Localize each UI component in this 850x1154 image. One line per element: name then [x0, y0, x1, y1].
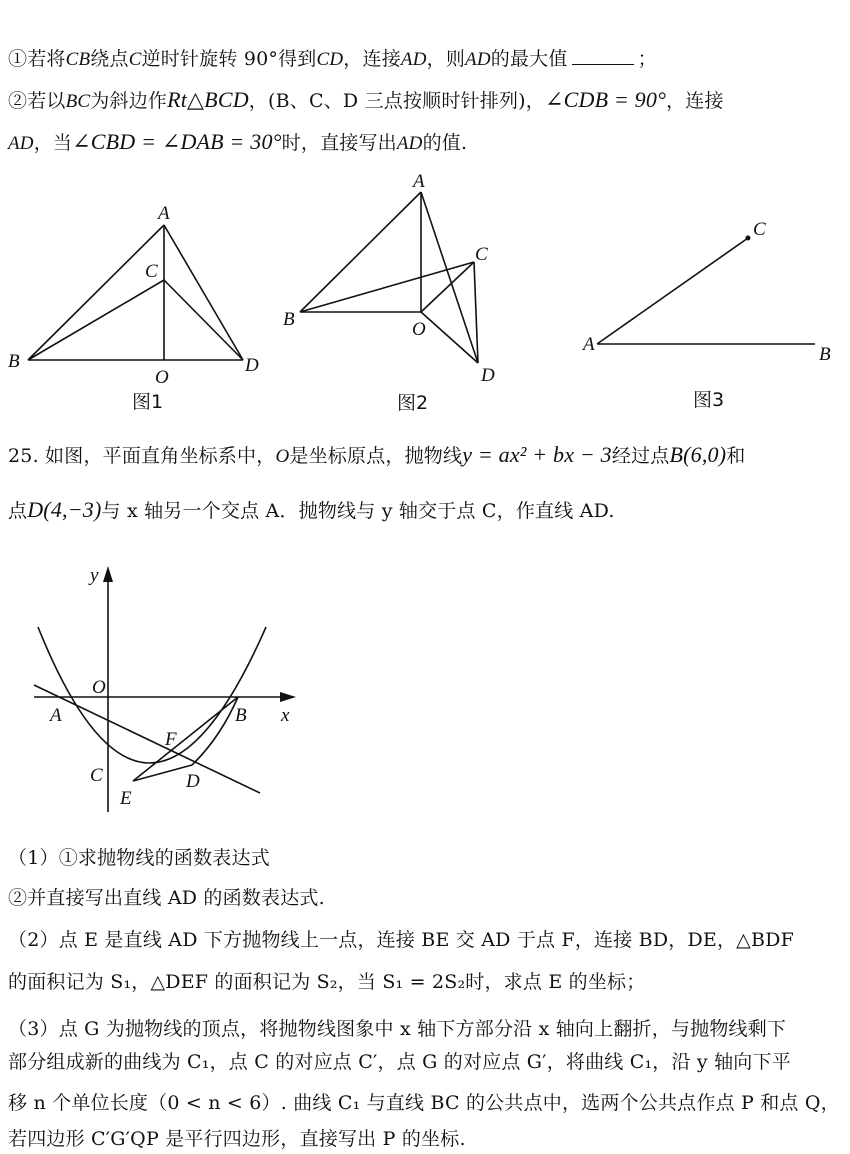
q25-line-1: 25. 如图，平面直角坐标系中，O是坐标原点，抛物线y = ax² + bx − 3经过点B(6,0)和	[8, 442, 746, 467]
fig3-label-a: A	[583, 334, 595, 355]
graph-label-c: C	[90, 765, 103, 786]
fig2-label-d: D	[481, 365, 495, 386]
answer-blank	[572, 50, 634, 65]
q24-line-2: ②若以BC为斜边作Rt△BCD，(B、C、D 三点按顺时针排列)，∠CDB = 90°，连接	[8, 87, 724, 112]
q25-part-3d: 若四边形 C′G′QP 是平行四边形，直接写出 P 的坐标.	[8, 1128, 466, 1150]
q25-part-2b: 的面积记为 S₁，△DEF 的面积记为 S₂，当 S₁ = 2S₂时，求点 E 的坐标；	[8, 971, 646, 993]
graph-label-f: F	[165, 729, 177, 750]
fig3-label-c: C	[753, 219, 766, 240]
parabola-graph	[20, 560, 310, 820]
fig1-label-o: O	[155, 367, 169, 388]
fig2-label-a: A	[413, 171, 425, 192]
graph-label-a: A	[50, 705, 62, 726]
fig1-caption: 图1	[132, 391, 164, 413]
fig2-caption: 图2	[397, 392, 429, 414]
q25-part-3c: 移 n 个单位长度（0 < n < 6）. 曲线 C₁ 与直线 BC 的公共点中，选两个公共点作点 P 和点 Q，	[8, 1092, 840, 1114]
q25-part-1b: ②并直接写出直线 AD 的函数表达式.	[8, 887, 325, 909]
figure-2	[275, 165, 515, 420]
q25-part-3a: （3）点 G 为抛物线的顶点，将抛物线图象中 x 轴下方部分沿 x 轴向上翻折，与抛物线剩下	[8, 1018, 787, 1040]
graph-label-d: D	[186, 771, 200, 792]
q25-part-2a: （2）点 E 是直线 AD 下方抛物线上一点，连接 BE 交 AD 于点 F，连接 BD，DE，△BDF	[8, 929, 794, 951]
graph-label-e: E	[120, 788, 132, 809]
fig1-label-b: B	[8, 351, 20, 372]
fig2-label-o: O	[412, 319, 426, 340]
graph-label-o: O	[92, 677, 106, 698]
graph-label-y: y	[90, 565, 99, 586]
graph-label-b: B	[235, 705, 247, 726]
fig2-label-b: B	[283, 309, 295, 330]
fig3-label-b: B	[819, 344, 831, 365]
fig1-label-d: D	[245, 355, 259, 376]
q25-part-1a: （1）①求抛物线的函数表达式	[8, 847, 270, 869]
fig3-caption: 图3	[693, 389, 725, 411]
figure-1	[0, 195, 280, 420]
q25-part-3b: 部分组成新的曲线为 C₁，点 C 的对应点 C′，点 G 的对应点 G′，将曲线 C₁，沿 y 轴向下平	[8, 1051, 791, 1073]
q25-line-2: 点D(4,−3)与 x 轴另一个交点 A．抛物线与 y 轴交于点 C，作直线 AD.	[8, 497, 615, 522]
q24-line-3: AD，当∠CBD = ∠DAB = 30°时，直接写出AD的值.	[8, 129, 468, 154]
fig2-label-c: C	[475, 244, 488, 265]
figure-3	[575, 210, 845, 415]
fig1-label-a: A	[158, 203, 170, 224]
graph-label-x: x	[281, 705, 290, 726]
q24-line-1: ①若将CB绕点C逆时针旋转 90°得到CD，连接AD，则AD的最大值 ；	[8, 48, 657, 70]
fig1-label-c: C	[145, 261, 158, 282]
